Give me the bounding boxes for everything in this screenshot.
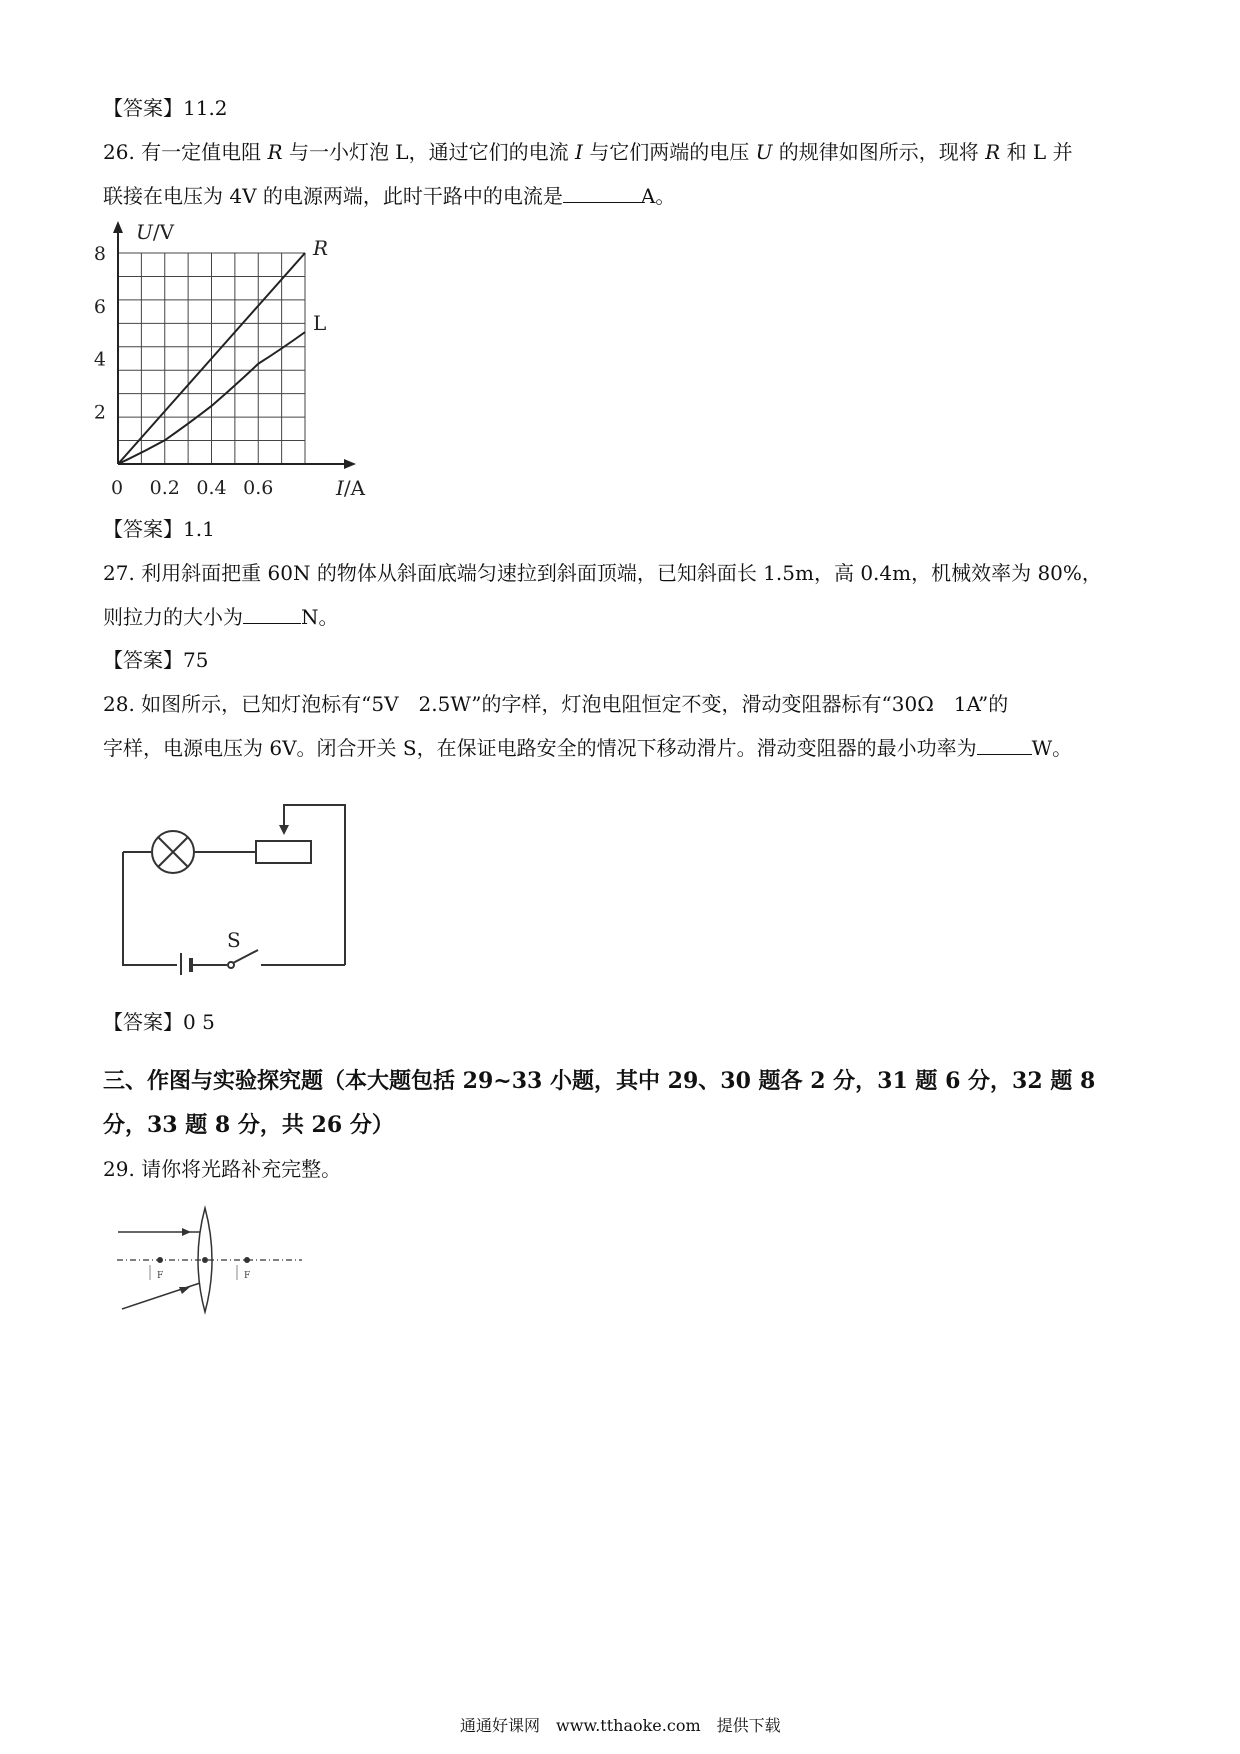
slider-wire <box>284 805 345 965</box>
q28-text: 字样，电源电压为 6V。闭合开关 S，在保证电路安全的情况下移动滑片。滑动变阻器的最小功率为 <box>103 736 977 760</box>
section-3-heading-line-2: 分，33 题 8 分，共 26 分） <box>103 1112 394 1138</box>
ray-arrow-icon <box>182 1228 191 1236</box>
q26-symbol-r: R <box>985 140 1001 164</box>
focus-label-left: F <box>157 1271 164 1281</box>
ray-arrow-icon <box>179 1287 190 1294</box>
switch-label: S <box>227 928 241 952</box>
incident-ray-focus <box>122 1283 200 1309</box>
y-tick-label: 2 <box>93 401 106 424</box>
q27-text: 则拉力的大小为 <box>103 605 243 629</box>
series-label-l: L <box>313 311 327 336</box>
circuit-diagram <box>115 795 360 975</box>
q26-symbol-r: R <box>267 140 283 164</box>
focal-point-right <box>244 1257 250 1263</box>
y-tick-label: 8 <box>93 243 106 265</box>
q27-text: N。 <box>301 605 339 629</box>
x-tick-label: 0.2 <box>149 477 180 499</box>
q28-text: W。 <box>1031 736 1073 760</box>
question-26-line-1 <box>103 138 1073 166</box>
x-tick-label: 0 <box>110 477 124 499</box>
question-26-line-2 <box>103 182 675 210</box>
q26-text: 联接在电压为 4V 的电源两端，此时干路中的电流是 <box>103 184 563 208</box>
y-tick-label: 4 <box>93 348 106 371</box>
q26-text: A。 <box>640 184 676 208</box>
slider-arrow-icon <box>279 825 289 835</box>
question-28-line-2 <box>103 734 1072 762</box>
q26-text: 和 L 并 <box>1006 140 1073 164</box>
answer-25: 【答案】11.2 <box>103 96 228 120</box>
x-tick-label: 0.4 <box>196 477 227 499</box>
question-number: 26. <box>103 140 135 164</box>
answer-26: 【答案】1.1 <box>103 517 215 541</box>
rheostat-icon <box>256 841 311 863</box>
q26-text: 与它们两端的电压 <box>589 140 750 164</box>
series-label-r: R <box>313 236 329 260</box>
u-i-chart <box>88 215 388 505</box>
q26-symbol-i: I <box>574 140 583 164</box>
section-3-heading-line-1: 三、作图与实验探究题（本大题包括 29~33 小题，其中 29、30 题各 2 分，31 题 6 分，32 题 8 <box>103 1068 1096 1094</box>
focal-point-left <box>157 1257 163 1263</box>
wire-left <box>123 852 177 965</box>
question-28-line-1: 28. 如图所示，已知灯泡标有“5V 2.5W”的字样，灯泡电阻恒定不变，滑动变阻器标有“30Ω 1A”的 <box>103 692 1009 716</box>
q26-text: 有一定值电阻 <box>141 140 262 164</box>
answer-28: 【答案】0 5 <box>103 1010 215 1034</box>
answer-blank[interactable] <box>563 184 641 203</box>
question-27-line-1: 27. 利用斜面把重 60N 的物体从斜面底端匀速拉到斜面顶端，已知斜面长 1.5m，高 0.4m，机械效率为 80%， <box>103 561 1102 585</box>
x-axis-arrow-icon <box>344 459 356 469</box>
chart-labels <box>94 220 366 500</box>
optical-center <box>202 1257 208 1263</box>
question-27-line-2 <box>103 603 339 631</box>
x-axis-label: I/A <box>336 476 366 500</box>
x-tick-label: 0.6 <box>243 477 274 499</box>
q26-text: 与一小灯泡 L，通过它们的电流 <box>288 140 569 164</box>
y-axis-label: U/V <box>136 220 175 244</box>
answer-blank[interactable] <box>243 605 301 624</box>
focus-label-right: F <box>244 1271 251 1281</box>
answer-27: 【答案】75 <box>103 648 209 672</box>
q26-text: 的规律如图所示，现将 <box>778 140 979 164</box>
answer-blank[interactable] <box>977 736 1032 755</box>
y-axis-arrow-icon <box>113 221 123 233</box>
page-footer: 通通好课网 www.tthaoke.com 提供下载 <box>460 1716 781 1735</box>
lens-diagram <box>112 1205 312 1325</box>
q26-symbol-u: U <box>755 140 773 164</box>
y-tick-label: 6 <box>93 295 106 318</box>
question-29: 29. 请你将光路补充完整。 <box>103 1157 342 1181</box>
